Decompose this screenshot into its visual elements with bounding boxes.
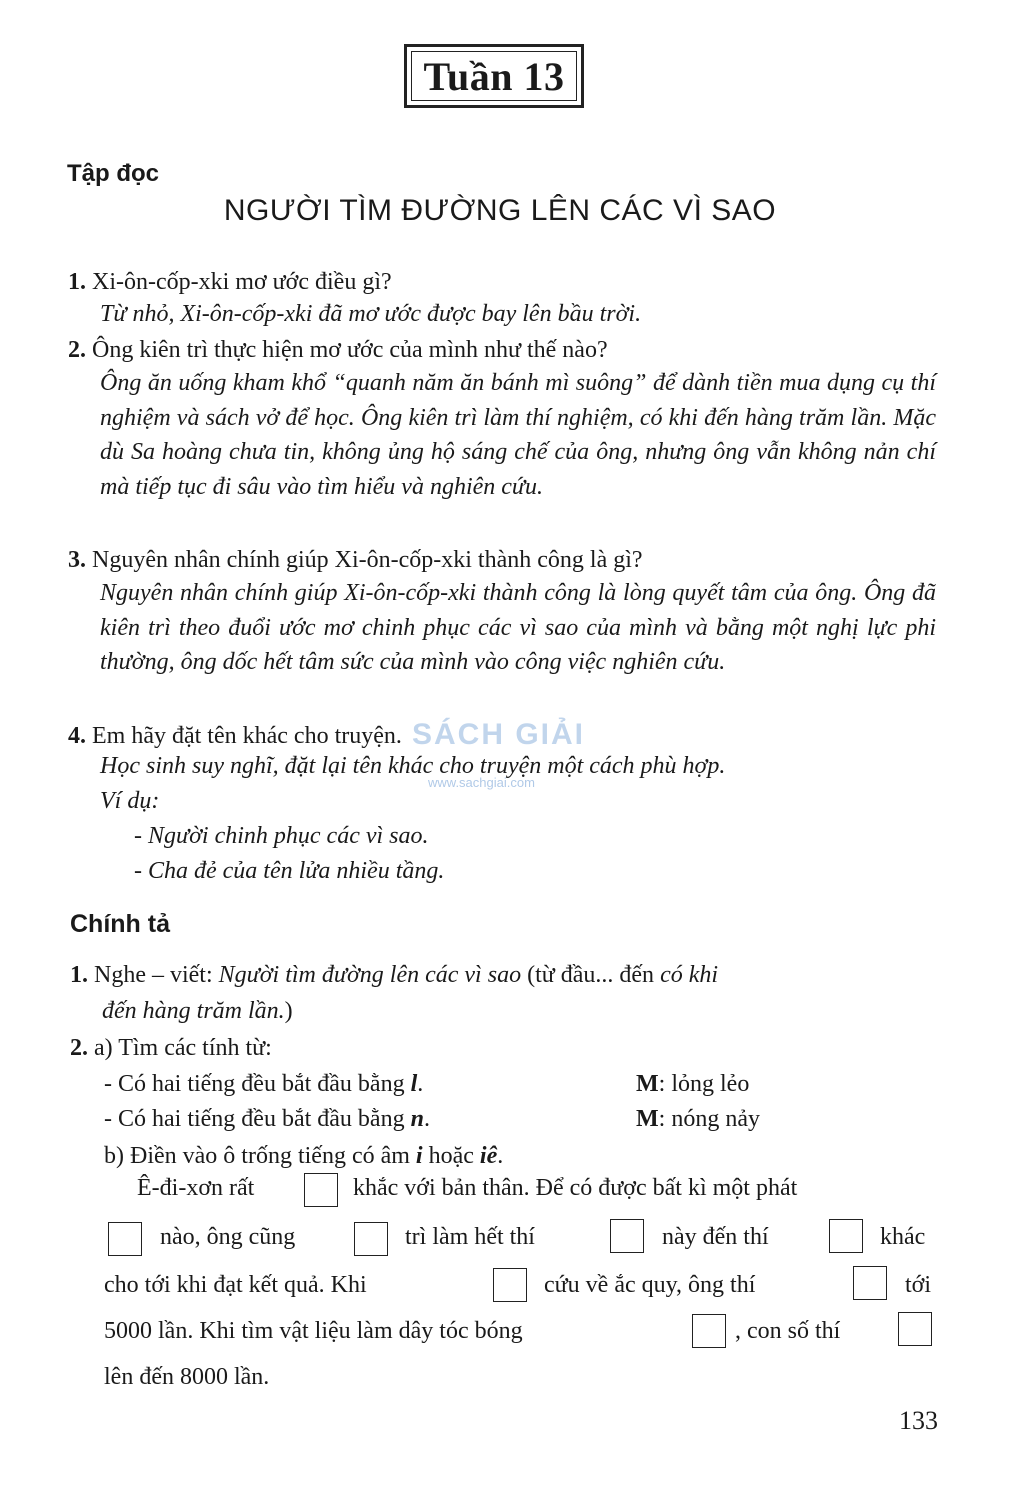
exercise-text: ) <box>284 998 293 1024</box>
question-text: Ông kiên trì thực hiện mơ ước của mình như thế nào? <box>92 337 608 363</box>
example-text: : nóng nảy <box>658 1106 760 1132</box>
question-number: 3. <box>68 547 86 573</box>
exercise-text: a) Tìm các tính từ: <box>94 1035 272 1061</box>
watermark-url: www.sachgiai.com <box>428 775 535 790</box>
exercise-2-a-example-1 <box>636 1067 749 1101</box>
exercise-2-a-line-2 <box>104 1102 430 1136</box>
lesson-title: NGƯỜI TÌM ĐƯỜNG LÊN CÁC VÌ SAO <box>223 194 777 227</box>
question-number: 4. <box>68 723 86 749</box>
question-text: Xi-ôn-cốp-xki mơ ước điều gì? <box>92 269 392 295</box>
fill-text: tới <box>905 1272 932 1298</box>
exercise-text: . <box>497 1143 504 1169</box>
blank-box-2[interactable] <box>108 1222 142 1256</box>
exercise-text: hoặc <box>422 1143 480 1169</box>
exercise-2-b-label <box>104 1139 503 1173</box>
question-number: 1. <box>68 269 86 295</box>
exercise-text-italic: có khi <box>660 962 719 988</box>
example-text: : lỏng lẻo <box>658 1071 750 1097</box>
fill-text: cho tới khi đạt kết quả. Khi <box>104 1272 367 1298</box>
question-4 <box>68 719 402 753</box>
letter-emphasis: n <box>410 1106 424 1132</box>
section-label-tap-doc: Tập đọc <box>67 160 160 187</box>
fill-text: lên đến 8000 lần. <box>104 1364 270 1390</box>
example-marker: M <box>636 1106 659 1132</box>
blank-box-5[interactable] <box>829 1219 863 1253</box>
exercise-text: (từ đầu... đến <box>521 962 661 988</box>
page-number: 133 <box>899 1406 938 1435</box>
question-number: 2. <box>68 337 86 363</box>
exercise-text-italic: đến hàng trăm lần. <box>102 998 285 1024</box>
answer-4: Học sinh suy nghĩ, đặt lại tên khác cho truyện một cách phù hợp. <box>100 753 726 779</box>
fill-text: khắc với bản thân. Để có được bất kì một phát <box>353 1175 798 1201</box>
question-1 <box>68 265 392 299</box>
fill-text: cứu về ắc quy, ông thí <box>544 1272 756 1298</box>
week-header-box <box>404 44 584 108</box>
exercise-text: Nghe – viết: <box>94 962 219 988</box>
answer-3: Nguyên nhân chính giúp Xi-ôn-cốp-xki thành công là lòng quyết tâm của ông. Ông đã kiên trì theo đuổi ước mơ chinh phục các vì sao của mình và bằng một nghị lực phi thường, ông dốc hết tâm sức của mình vào công việc nghiên cứu. <box>100 580 936 676</box>
example-label: Ví dụ: <box>100 788 160 814</box>
question-text: Nguyên nhân chính giúp Xi-ôn-cốp-xki thành công là gì? <box>92 547 643 573</box>
exercise-number: 2. <box>70 1035 88 1061</box>
blank-box-1[interactable] <box>304 1173 338 1207</box>
exercise-text-italic: Người tìm đường lên các vì sao <box>218 962 522 988</box>
blank-box-4[interactable] <box>610 1219 644 1253</box>
question-3 <box>68 543 643 577</box>
exercise-2-a-line-1 <box>104 1067 423 1101</box>
exercise-text: . <box>417 1071 424 1097</box>
example-item: - Cha đẻ của tên lửa nhiều tầng. <box>134 858 445 884</box>
blank-box-9[interactable] <box>898 1312 932 1346</box>
letter-emphasis: i <box>415 1143 423 1169</box>
watermark-logo: SÁCH GIẢI <box>412 718 586 751</box>
fill-text: nào, ông cũng <box>160 1224 296 1250</box>
blank-box-8[interactable] <box>692 1314 726 1348</box>
week-header: Tuần 13 <box>411 51 577 101</box>
question-2 <box>68 333 608 367</box>
exercise-number: 1. <box>70 962 88 988</box>
exercise-text: - Có hai tiếng đều bắt đầu bằng <box>104 1071 411 1097</box>
fill-text: 5000 lần. Khi tìm vật liệu làm dây tóc bóng <box>104 1318 523 1344</box>
exercise-2-a-example-2 <box>636 1102 760 1136</box>
answer-1: Từ nhỏ, Xi-ôn-cốp-xki đã mơ ước được bay lên bầu trời. <box>100 301 642 327</box>
example-item: - Người chinh phục các vì sao. <box>134 823 429 849</box>
blank-box-6[interactable] <box>493 1268 527 1302</box>
exercise-text: b) Điền vào ô trống tiếng có âm <box>104 1143 416 1169</box>
example-marker: M <box>636 1071 659 1097</box>
answer-2: Ông ăn uống kham khổ “quanh năm ăn bánh mì suông” để dành tiền mua dụng cụ thí nghiệm và sách vở để học. Ông kiên trì làm thí nghiệm, có khi đến hàng trăm lần. Mặc dù Sa hoàng chưa tin, không ủng hộ sáng chế của ông, nhưng ông vẫn không nản chí mà tiếp tục đi sâu vào tìm hiểu và nghiên cứu. <box>100 370 936 500</box>
fill-text: trì làm hết thí <box>405 1224 535 1250</box>
exercise-text: . <box>423 1106 430 1132</box>
exercise-text: - Có hai tiếng đều bắt đầu bằng <box>104 1106 411 1132</box>
letter-emphasis: l <box>410 1071 418 1097</box>
section-label-chinh-ta: Chính tả <box>70 910 170 938</box>
exercise-2-a-label <box>70 1031 272 1065</box>
fill-text: này đến thí <box>662 1224 769 1250</box>
exercise-1-line-1 <box>70 958 718 992</box>
blank-box-7[interactable] <box>853 1266 887 1300</box>
letter-emphasis: iê <box>479 1143 498 1169</box>
blank-box-3[interactable] <box>354 1222 388 1256</box>
exercise-1-line-2 <box>102 994 293 1028</box>
question-text: Em hãy đặt tên khác cho truyện. <box>92 723 402 749</box>
fill-text: khác <box>880 1224 926 1250</box>
fill-text: Ê-đi-xơn rất <box>137 1175 255 1201</box>
fill-text: , con số thí <box>735 1318 841 1344</box>
